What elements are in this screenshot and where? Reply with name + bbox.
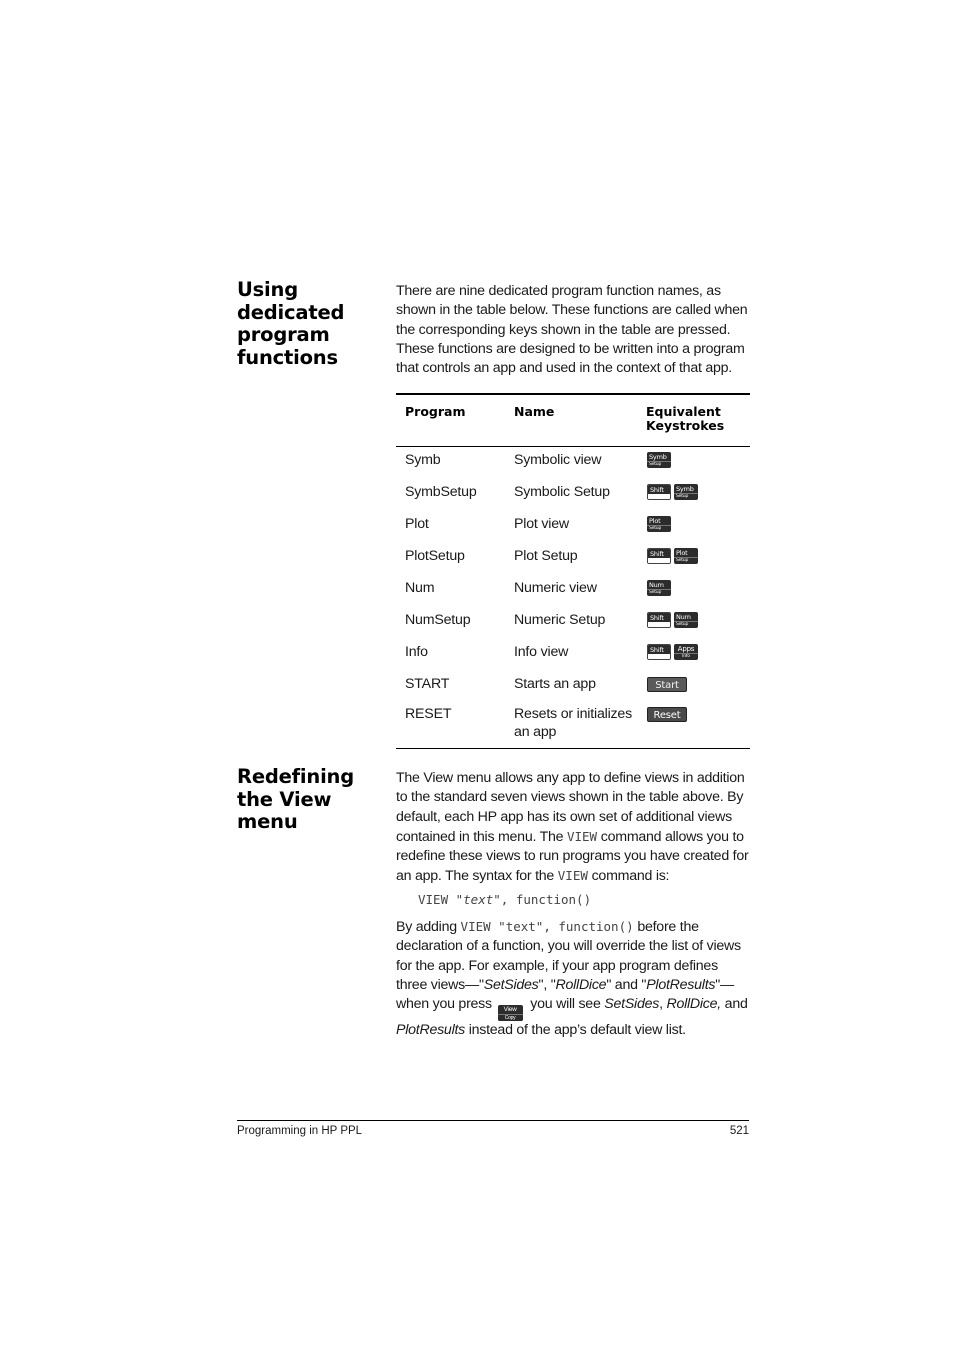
view-command: VIEW: [566, 828, 598, 844]
shift-key-icon: Shift: [647, 644, 671, 660]
row-plot-program: Plot: [405, 516, 429, 532]
row-plotsetup-program: PlotSetup: [405, 548, 465, 564]
plot-key-icon: Plot Setup: [674, 548, 698, 564]
row-info-keys: [647, 644, 698, 660]
view-command: VIEW: [557, 868, 588, 884]
row-plotsetup-keys: [647, 548, 698, 564]
row-plotsetup-name: Plot Setup: [514, 548, 578, 564]
row-num-name: Numeric view: [514, 580, 597, 596]
shift-key-icon: Shift: [647, 612, 671, 628]
row-symbsetup-keys: [647, 484, 698, 500]
footer-chapter: Programming in HP PPL: [237, 1125, 363, 1137]
plot-key-icon: Plot Setup: [647, 516, 671, 532]
row-start-name: Starts an app: [514, 676, 596, 692]
row-plot-keys: [647, 516, 671, 532]
table-header-rule: [396, 446, 750, 447]
page-number: 521: [729, 1125, 749, 1137]
header-keystrokes: Equivalent Keystrokes: [646, 404, 725, 433]
shift-key-icon: Shift: [647, 548, 671, 564]
row-info-program: Info: [405, 644, 428, 660]
row-reset-name: Resets or initializes an app: [514, 706, 633, 740]
view-code-inline: VIEW "text", function(): [460, 919, 634, 934]
table-top-rule: [396, 393, 750, 395]
start-key-icon: Start: [647, 677, 687, 692]
row-info-name: Info view: [514, 644, 569, 660]
row-num-keys: [647, 580, 671, 596]
view-key-icon: View Copy: [498, 1005, 523, 1021]
row-numsetup-name: Numeric Setup: [514, 612, 606, 628]
row-reset-keys: [647, 707, 687, 722]
row-numsetup-keys: [647, 612, 698, 628]
row-symb-keys: [647, 452, 671, 468]
shift-key-icon: Shift: [647, 484, 671, 500]
num-key-icon: Num Setup: [674, 612, 698, 628]
reset-key-icon: Reset: [647, 707, 687, 722]
view-menu-paragraph: The View menu allows any app to define views in addition to the standard seven views shown in the table above. By default, each HP app has its own set of additional views contained in this menu. The VIEW command allows you to redefine these views to run programs you have created for an app. The syntax for the VIEW command is:: [396, 770, 749, 885]
row-symbsetup-program: SymbSetup: [405, 484, 477, 500]
row-num-program: Num: [405, 580, 435, 596]
view-syntax: VIEW "text", function(): [418, 892, 592, 907]
num-key-icon: Num Setup: [647, 580, 671, 596]
row-symb-program: Symb: [405, 452, 441, 468]
override-paragraph: By adding VIEW "text", function() before the declaration of a function, you will override the list of views for the app. For example, if your app program defines three views—"SetSides", "RollDice" and "PlotResults"—when you press View Copy you will see SetSides, RollDice, and PlotResults instead of the app’s default view list.: [396, 919, 748, 1039]
row-numsetup-program: NumSetup: [405, 612, 471, 628]
row-symbsetup-name: Symbolic Setup: [514, 484, 610, 500]
apps-key-icon: Apps Info: [674, 644, 698, 660]
header-program: Program: [405, 404, 466, 419]
symb-key-icon: Symb Setup: [674, 484, 698, 500]
intro-paragraph: There are nine dedicated program function names, as shown in the table below. These functions are called when the corresponding keys shown in the table are pressed. These functions are designed to be written into a program that controls an app and used in the context of that app.: [396, 283, 748, 377]
row-start-keys: [647, 677, 687, 692]
footer-rule: [237, 1120, 749, 1121]
row-start-program: START: [405, 676, 450, 692]
header-name: Name: [514, 404, 555, 419]
table-bottom-rule: [396, 748, 750, 749]
section-heading-program-functions: Using dedicated program functions: [237, 278, 345, 369]
symb-key-icon: Symb Setup: [647, 452, 671, 468]
row-symb-name: Symbolic view: [514, 452, 602, 468]
row-plot-name: Plot view: [514, 516, 569, 532]
row-reset-program: RESET: [405, 706, 452, 722]
section-heading-view-menu: Redefining the View menu: [237, 765, 354, 833]
